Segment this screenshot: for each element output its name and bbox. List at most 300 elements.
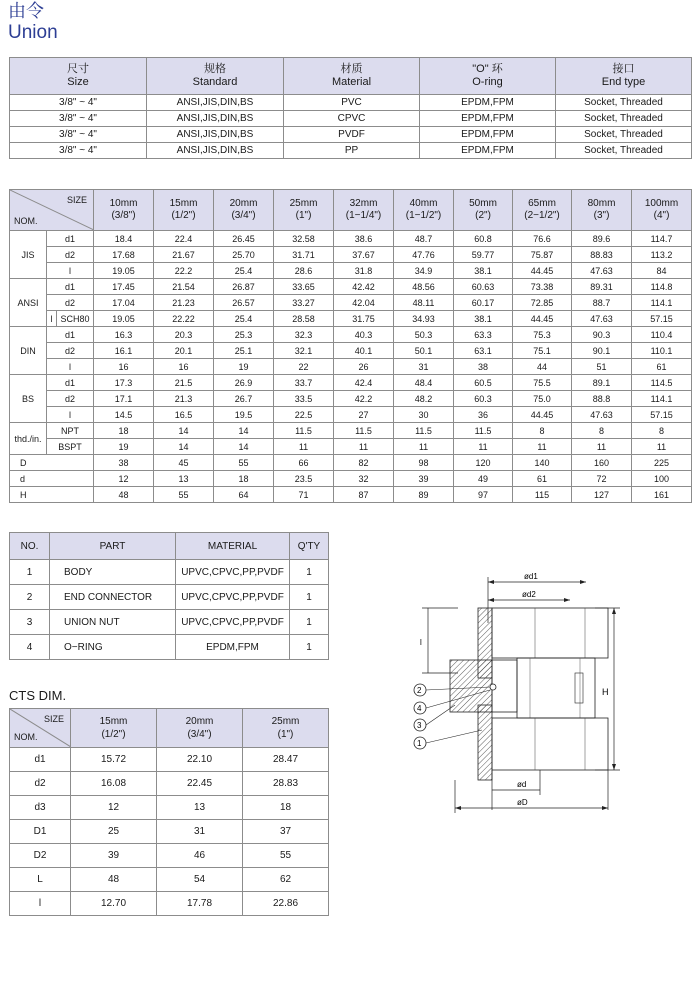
size-header: 25mm (1") [274,190,334,231]
dimension-cell: 11 [274,439,334,455]
dimension-cell: 14.5 [94,407,154,423]
cts-cell: 17.78 [157,892,243,916]
dimension-cell: 31 [394,359,454,375]
dimension-cell: 25.3 [214,327,274,343]
spec-cell: 3/8" ~ 4" [10,111,147,127]
dimension-cell: 50.1 [394,343,454,359]
dimension-cell: 48.2 [394,391,454,407]
dimension-cell: 110.4 [632,327,692,343]
dimension-cell: 11 [572,439,632,455]
standard-label: JIS [10,231,47,279]
cts-row [10,796,329,820]
dimension-cell: 13 [154,471,214,487]
dimension-row [10,263,692,279]
parts-cell: O−RING [50,635,176,660]
spec-cell: EPDM,FPM [420,111,556,127]
dimension-cell: 20.3 [154,327,214,343]
dimension-cell: 47.76 [394,247,454,263]
spec-cell: 3/8" ~ 4" [10,143,147,159]
size-header: 10mm (3/8") [94,190,154,231]
cts-cell: 48 [71,868,157,892]
dimension-cell: 59.77 [454,247,513,263]
spec-header: 材质 Material [284,58,420,95]
dimension-cell: 114.7 [632,231,692,247]
dimension-cell: 97 [454,487,513,503]
cts-cell: 28.47 [243,748,329,772]
dimension-cell: 26 [334,359,394,375]
title-en: Union [8,22,58,43]
dimension-cell: 11.5 [334,423,394,439]
param-label: l [47,311,57,327]
dimension-cell: 17.1 [94,391,154,407]
param-label: d2 [47,295,94,311]
dimension-cell: 17.3 [94,375,154,391]
cts-cell: 22.86 [243,892,329,916]
cts-cell: 22.10 [157,748,243,772]
dimension-cell: 11 [334,439,394,455]
dimension-cell: 26.87 [214,279,274,295]
parts-cell: 3 [10,610,50,635]
cts-cell: 54 [157,868,243,892]
dimension-cell: 11 [632,439,692,455]
dimension-cell: 42.4 [334,375,394,391]
size-nom-corner [10,190,94,231]
dimension-cell: 27 [334,407,394,423]
cts-param-label: l [10,892,71,916]
dimension-row [10,247,692,263]
spec-cell: ANSI,JIS,DIN,BS [147,143,284,159]
parts-cell: 1 [290,560,329,585]
dimension-cell: 75.3 [513,327,572,343]
dimension-cell: 18 [94,423,154,439]
dim-l-label: l [420,638,422,647]
dimension-cell: 30 [394,407,454,423]
dimension-cell: 61 [632,359,692,375]
dimension-cell: 44.45 [513,407,572,423]
cts-cell: 22.45 [157,772,243,796]
dimension-cell: 113.2 [632,247,692,263]
dimension-cell: 19 [214,359,274,375]
size-header: 40mm (1−1/2") [394,190,454,231]
param-label: d1 [47,327,94,343]
dimension-cell: 160 [572,455,632,471]
dimension-row [10,295,692,311]
size-header: 20mm (3/4") [214,190,274,231]
dimension-cell: 98 [394,455,454,471]
dimension-cell: 11 [394,439,454,455]
dimension-cell: 22.5 [274,407,334,423]
dimension-cell: 14 [214,439,274,455]
parts-cell: 1 [290,610,329,635]
parts-cell: 2 [10,585,50,610]
dimension-cell: 21.54 [154,279,214,295]
dimension-cell: 40.1 [334,343,394,359]
dimension-cell: 89.1 [572,375,632,391]
schedule-label: SCH80 [57,311,94,327]
dimension-cell: 75.1 [513,343,572,359]
dimension-cell: 11.5 [274,423,334,439]
dimension-cell: 34.9 [394,263,454,279]
dim-od1-label: ød1 [524,572,538,581]
dimension-cell: 11 [454,439,513,455]
dimension-cell: 42.2 [334,391,394,407]
dimension-cell: 38.6 [334,231,394,247]
spec-header: 接口 End type [556,58,692,95]
spec-header: 尺寸 Size [10,58,147,95]
dimension-cell: 33.65 [274,279,334,295]
dimension-cell: 26.45 [214,231,274,247]
dimension-cell: 89 [394,487,454,503]
dimension-cell: 22.2 [154,263,214,279]
spec-cell: 3/8" ~ 4" [10,95,147,111]
param-label: d2 [47,247,94,263]
dimension-cell: 12 [94,471,154,487]
dimension-row [10,471,692,487]
dimension-cell: 21.67 [154,247,214,263]
parts-cell: UPVC,CPVC,PP,PVDF [176,585,290,610]
parts-cell: UPVC,CPVC,PP,PVDF [176,610,290,635]
spec-cell: PVC [284,95,420,111]
dimension-cell: 25.1 [214,343,274,359]
parts-table [9,532,329,660]
dim-od-label: ød [517,780,527,789]
dimension-cell: 16.1 [94,343,154,359]
cts-cell: 12 [71,796,157,820]
page-title [8,2,58,42]
spec-cell: PVDF [284,127,420,143]
spec-cell: Socket, Threaded [556,95,692,111]
dimension-cell: 16.3 [94,327,154,343]
dimension-cell: 40.3 [334,327,394,343]
svg-text:1: 1 [417,739,422,748]
dimension-cell: 55 [214,455,274,471]
spec-table [9,57,692,159]
param-label: d1 [47,279,94,295]
dimension-cell: 16.5 [154,407,214,423]
dimension-row [10,407,692,423]
spec-row [10,95,692,111]
cts-title: CTS DIM. [9,688,67,703]
cts-cell: 31 [157,820,243,844]
dimension-cell: 31.75 [334,311,394,327]
dimension-cell: 28.58 [274,311,334,327]
dimension-cell: 47.63 [572,407,632,423]
dimension-cell: 38 [94,455,154,471]
parts-cell: UNION NUT [50,610,176,635]
dimension-cell: 33.7 [274,375,334,391]
cts-size-header: 15mm (1/2") [71,709,157,748]
size-label: SIZE [43,714,64,724]
spec-cell: ANSI,JIS,DIN,BS [147,127,284,143]
cts-cell: 16.08 [71,772,157,796]
parts-cell: UPVC,CPVC,PP,PVDF [176,560,290,585]
dimension-cell: 14 [154,439,214,455]
dimension-row [10,231,692,247]
dimension-cell: 17.68 [94,247,154,263]
dimension-cell: 47.63 [572,311,632,327]
dimension-cell: 37.67 [334,247,394,263]
dimension-cell: 8 [632,423,692,439]
dimension-cell: 76.6 [513,231,572,247]
dimension-cell: 71 [274,487,334,503]
cts-param-label: d1 [10,748,71,772]
parts-cell: BODY [50,560,176,585]
size-header: 100mm (4") [632,190,692,231]
spec-cell: ANSI,JIS,DIN,BS [147,111,284,127]
dimension-cell: 14 [214,423,274,439]
dimension-cell: 114.1 [632,295,692,311]
dimension-cell: 57.15 [632,311,692,327]
dimension-row [10,455,692,471]
parts-header: MATERIAL [176,533,290,560]
size-header: 50mm (2") [454,190,513,231]
dimension-cell: 17.04 [94,295,154,311]
dimension-cell: 26.7 [214,391,274,407]
dimension-cell: 26.9 [214,375,274,391]
spec-cell: EPDM,FPM [420,143,556,159]
size-header: 32mm (1−1/4") [334,190,394,231]
cts-cell: 15.72 [71,748,157,772]
dim-oD-label: øD [517,798,528,807]
dimension-cell: 38 [454,359,513,375]
dimension-cell: 61 [513,471,572,487]
cts-cell: 28.83 [243,772,329,796]
dimension-cell: 22.4 [154,231,214,247]
dimension-cell: 19.5 [214,407,274,423]
dimension-cell: 23.5 [274,471,334,487]
dimension-cell: 32.3 [274,327,334,343]
cts-cell: 62 [243,868,329,892]
dimension-cell: 47.63 [572,263,632,279]
dimension-cell: 161 [632,487,692,503]
spec-cell: EPDM,FPM [420,127,556,143]
dimension-cell: 72.85 [513,295,572,311]
standard-label: ANSI [10,279,47,327]
param-label: d1 [47,375,94,391]
dimension-table [9,189,692,503]
dimension-cell: 115 [513,487,572,503]
dim-H-label: H [602,687,609,697]
spec-cell: CPVC [284,111,420,127]
cts-param-label: L [10,868,71,892]
nom-label: NOM. [14,216,38,226]
param-label: D [10,455,94,471]
spec-cell: Socket, Threaded [556,143,692,159]
dimension-cell: 48.11 [394,295,454,311]
dimension-cell: 114.5 [632,375,692,391]
standard-label: BS [10,375,47,423]
dimension-cell: 88.83 [572,247,632,263]
dimension-cell: 32.1 [274,343,334,359]
callout-1 [414,730,482,749]
dimension-cell: 88.7 [572,295,632,311]
spec-cell: ANSI,JIS,DIN,BS [147,95,284,111]
param-label: l [47,263,94,279]
dimension-cell: 72 [572,471,632,487]
dimension-cell: 87 [334,487,394,503]
cts-table [9,708,329,916]
dimension-cell: 100 [632,471,692,487]
dimension-cell: 50.3 [394,327,454,343]
cts-row [10,892,329,916]
dimension-cell: 75.5 [513,375,572,391]
parts-row [10,610,329,635]
dimension-cell: 16 [154,359,214,375]
parts-header: PART [50,533,176,560]
spec-row [10,127,692,143]
cts-cell: 55 [243,844,329,868]
parts-cell: EPDM,FPM [176,635,290,660]
parts-cell: 1 [290,585,329,610]
parts-cell: END CONNECTOR [50,585,176,610]
dimension-cell: 84 [632,263,692,279]
cts-row [10,844,329,868]
cts-size-nom-corner [10,709,71,748]
dimension-cell: 48 [94,487,154,503]
dimension-cell: 21.3 [154,391,214,407]
cts-size-header: 25mm (1") [243,709,329,748]
dimension-cell: 31.8 [334,263,394,279]
standard-label: thd./in. [10,423,47,455]
dimension-cell: 36 [454,407,513,423]
parts-row [10,560,329,585]
size-header: 15mm (1/2") [154,190,214,231]
dimension-cell: 17.45 [94,279,154,295]
cts-cell: 13 [157,796,243,820]
dimension-row [10,311,692,327]
dimension-cell: 44.45 [513,263,572,279]
cts-cell: 46 [157,844,243,868]
dimension-cell: 55 [154,487,214,503]
title-zh: 由令 [8,1,44,21]
dimension-cell: 90.1 [572,343,632,359]
spec-header-row [10,58,692,95]
dimension-row [10,327,692,343]
dimension-cell: 34.93 [394,311,454,327]
parts-row [10,585,329,610]
dimension-cell: 32.58 [274,231,334,247]
parts-cell: 4 [10,635,50,660]
dimension-cell: 33.5 [274,391,334,407]
dimension-cell: 38.1 [454,263,513,279]
dimension-cell: 19 [94,439,154,455]
dimension-row [10,279,692,295]
cts-cell: 39 [71,844,157,868]
dimension-cell: 60.3 [454,391,513,407]
dimension-cell: 45 [154,455,214,471]
dimension-cell: 26.57 [214,295,274,311]
cts-param-label: D2 [10,844,71,868]
dimension-cell: 60.17 [454,295,513,311]
dimension-cell: 8 [513,423,572,439]
spec-cell: Socket, Threaded [556,127,692,143]
dimension-cell: 48.7 [394,231,454,247]
param-label: NPT [47,423,94,439]
cts-row [10,868,329,892]
spec-cell: 3/8" ~ 4" [10,127,147,143]
svg-text:2: 2 [417,686,422,695]
spec-cell: EPDM,FPM [420,95,556,111]
dimension-cell: 88.8 [572,391,632,407]
dimension-cell: 19.05 [94,311,154,327]
dimension-cell: 89.6 [572,231,632,247]
cts-cell: 37 [243,820,329,844]
dimension-cell: 14 [154,423,214,439]
dimension-cell: 11 [513,439,572,455]
dimension-cell: 82 [334,455,394,471]
dimension-cell: 110.1 [632,343,692,359]
dimension-row [10,375,692,391]
cts-header-row [10,709,329,748]
dimension-cell: 66 [274,455,334,471]
spec-header: "O" 环 O-ring [420,58,556,95]
standard-label: DIN [10,327,47,375]
spec-header: 规格 Standard [147,58,284,95]
dimension-cell: 39 [394,471,454,487]
dimension-cell: 51 [572,359,632,375]
dimension-cell: 64 [214,487,274,503]
cts-cell: 12.70 [71,892,157,916]
dimension-row [10,391,692,407]
dimension-cell: 25.4 [214,263,274,279]
dim-od2-label: ød2 [522,590,536,599]
nom-label: NOM. [14,732,38,742]
dimension-cell: 60.8 [454,231,513,247]
dimension-cell: 32 [334,471,394,487]
cts-row [10,820,329,844]
param-label: H [10,487,94,503]
dimension-cell: 25.4 [214,311,274,327]
dimension-row [10,359,692,375]
size-label: SIZE [67,195,88,205]
dimension-cell: 140 [513,455,572,471]
dimension-header-row [10,190,692,231]
cts-param-label: D1 [10,820,71,844]
cts-cell: 18 [243,796,329,820]
parts-cell: 1 [10,560,50,585]
dimension-cell: 127 [572,487,632,503]
spec-cell: PP [284,143,420,159]
dimension-cell: 60.63 [454,279,513,295]
dimension-cell: 21.5 [154,375,214,391]
dimension-cell: 22.22 [154,311,214,327]
parts-header-row [10,533,329,560]
dimension-cell: 44 [513,359,572,375]
dimension-cell: 19.05 [94,263,154,279]
dimension-cell: 38.1 [454,311,513,327]
parts-header: NO. [10,533,50,560]
dimension-row [10,423,692,439]
size-header: 65mm (2−1/2") [513,190,572,231]
dimension-cell: 114.1 [632,391,692,407]
cts-size-header: 20mm (3/4") [157,709,243,748]
dimension-cell: 11.5 [394,423,454,439]
param-label: d [10,471,94,487]
dimension-cell: 90.3 [572,327,632,343]
cts-row [10,772,329,796]
dimension-cell: 89.31 [572,279,632,295]
cts-param-label: d3 [10,796,71,820]
size-header: 80mm (3") [572,190,632,231]
dimension-cell: 60.5 [454,375,513,391]
dimension-cell: 18.4 [94,231,154,247]
dimension-row [10,439,692,455]
parts-header: Q'TY [290,533,329,560]
dimension-cell: 48.4 [394,375,454,391]
dimension-cell: 114.8 [632,279,692,295]
param-label: l [47,359,94,375]
svg-text:3: 3 [417,721,422,730]
